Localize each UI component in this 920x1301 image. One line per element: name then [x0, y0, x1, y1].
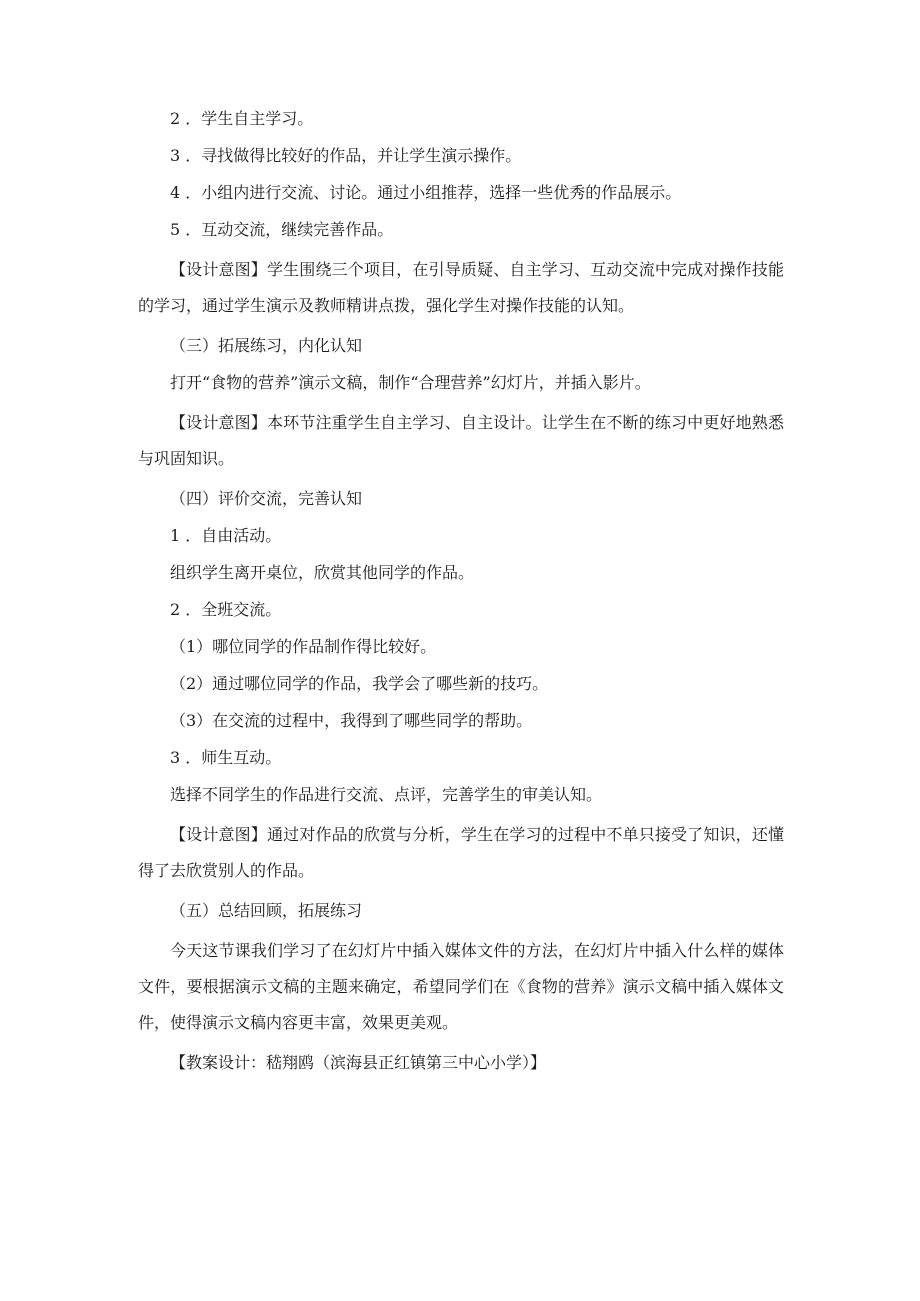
step-3: 3 ．寻找做得比较好的作品，并让学生演示操作。: [170, 146, 522, 165]
section-4-item-1: 1 ．自由活动。: [170, 526, 282, 545]
section-3-text: 打开“食物的营养”演示文稿，制作“合理营养”幻灯片，并插入影片。: [170, 373, 651, 392]
section-4-item-2: 2 ．全班交流。: [170, 600, 282, 619]
design-intent-1: 【设计意图】学生围绕三个项目，在引导质疑、自主学习、互动交流中完成对操作技能的学习，通过学生演示及教师精讲点拨，强化学生对操作技能的认知。: [138, 260, 784, 315]
section-4-item-1-text: 组织学生离开桌位，欣赏其他同学的作品。: [170, 563, 475, 582]
section-4-sub-3: （3）在交流的过程中，我得到了哪些同学的帮助。: [170, 711, 533, 730]
section-4-sub-2: （2）通过哪位同学的作品，我学会了哪些新的技巧。: [170, 674, 549, 693]
section-5-text: 今天这节课我们学习了在幻灯片中插入媒体文件的方法，在幻灯片中插入什么样的媒体文件，要根据演示文稿的主题来确定，希望同学们在《食物的营养》演示文稿中插入媒体文件，使得演示文稿内容更丰富，效果更美观。: [138, 941, 784, 1032]
section-4-heading: （四）评价交流，完善认知: [170, 489, 363, 508]
document-body: [138, 104, 784, 1085]
step-2: 2 ．学生自主学习。: [170, 109, 314, 128]
design-intent-3: 【设计意图】通过对作品的欣赏与分析，学生在学习的过程中不单只接受了知识，还懂得了去欣赏别人的作品。: [138, 825, 784, 880]
section-4-item-3-text: 选择不同学生的作品进行交流、点评，完善学生的审美认知。: [170, 785, 603, 804]
section-5-heading: （五）总结回顾，拓展练习: [170, 901, 363, 920]
section-4-item-3: 3 ．师生互动。: [170, 748, 282, 767]
step-4: 4 ．小组内进行交流、讨论。通过小组推荐，选择一些优秀的作品展示。: [170, 183, 682, 202]
step-5: 5 ．互动交流，继续完善作品。: [170, 220, 394, 239]
lesson-plan-credit: 【教案设计：嵇翔鸥（滨海县正红镇第三中心小学）】: [170, 1053, 547, 1072]
section-3-heading: （三）拓展练习，内化认知: [170, 336, 363, 355]
section-4-sub-1: （1）哪位同学的作品制作得比较好。: [170, 637, 437, 656]
design-intent-2: 【设计意图】本环节注重学生自主学习、自主设计。让学生在不断的练习中更好地熟悉与巩固知识。: [138, 413, 784, 468]
